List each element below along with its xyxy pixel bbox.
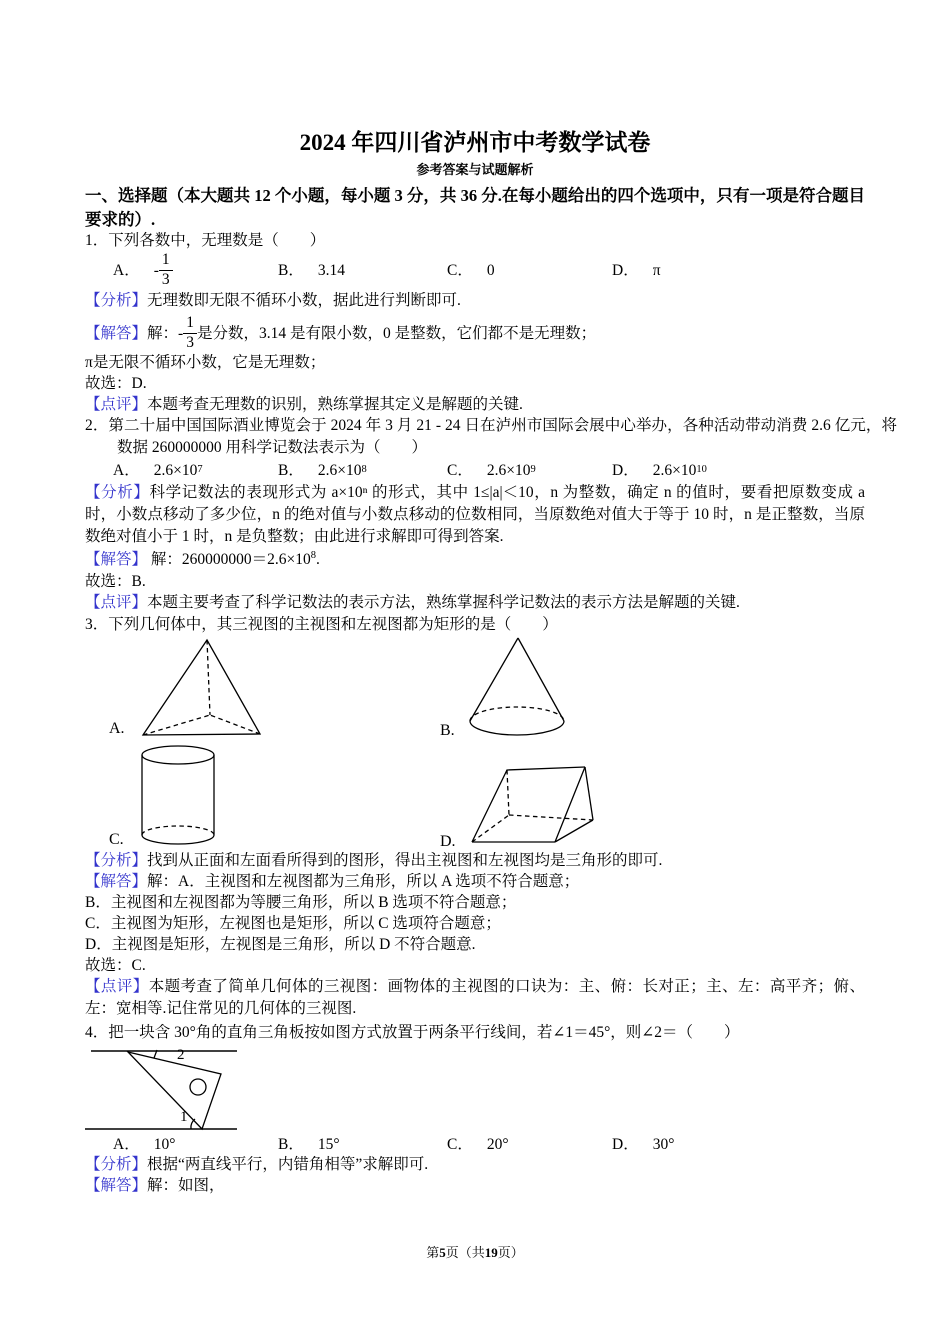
q1-choose: 故选：D. — [85, 375, 147, 392]
q4-answer: 【解答】解：如图， — [85, 1177, 225, 1194]
q2-option-a: A． 2.6×10 7 — [113, 461, 203, 479]
q3-figure-a-label: A. — [109, 720, 125, 737]
q3-figure-row-2 — [85, 743, 865, 850]
answer-label: 【解答】 — [85, 324, 148, 342]
q4-option-d: D． 30° — [612, 1135, 675, 1153]
q1-option-a-fraction: $\frac{1}{3}$ — [159, 252, 173, 288]
q2-choose: 故选：B. — [85, 573, 146, 590]
q3-comment: 【点评】本题考查了简单几何体的三视图：画物体的主视图的口诀为：主、俯：长对正；主、左：高平齐；俯、左：宽相等.记住常见的几何体的三视图. — [85, 978, 865, 1017]
q2-option-c: C． 2.6×10 9 — [447, 461, 536, 479]
q1-option-a-minus: - — [153, 261, 159, 279]
q1-option-d: D． π — [612, 261, 661, 279]
q1-question: 1．下列各数中，无理数是（ ） — [85, 232, 326, 249]
q3-figure-row-1 — [85, 636, 865, 742]
q1-option-a — [113, 252, 278, 288]
cone-figure — [435, 636, 635, 742]
q1-answer: 【解答】 解：- $\frac{1}{3}$ 是分数，3.14 是有限小数，0 是整数，它们都不是无理数； — [85, 314, 597, 351]
page-subtitle: 参考答案与试题解析 — [416, 162, 534, 177]
q4-angle-1-label: 1 — [180, 1109, 188, 1125]
q4-option-c: C． 20° — [447, 1135, 509, 1153]
q3-figure-d-label: D. — [440, 833, 456, 850]
q1-option-c: C． 0 — [447, 261, 495, 279]
comment-label: 【点评】 — [85, 396, 148, 413]
q3-figure-b-label: B. — [440, 722, 455, 739]
triangle-parallel-lines-figure — [85, 1045, 255, 1135]
q4-option-a: A． 10° — [113, 1135, 176, 1153]
q3-analysis: 【分析】找到从正面和左面看所得到的图形，得出主视图和左视图均是三角形的即可. — [85, 852, 663, 869]
q3-question: 3．下列几何体中，其三视图的主视图和左视图都为矩形的是（ ） — [85, 616, 558, 633]
q3-answer-d: D．主视图是矩形，左视图是三角形，所以 D 不符合题意. — [85, 936, 476, 953]
q4-analysis: 【分析】根据“两直线平行，内错角相等”求解即可. — [85, 1156, 429, 1173]
footer-page-number: 5 — [439, 1245, 446, 1260]
q2-answer: 【解答】 解：$260000000=2.6\times 10^8$. — [85, 549, 320, 568]
q3-answer-c: C．主视图为矩形，左视图也是矩形，所以 C 选项符合题意； — [85, 915, 501, 932]
analysis-label: 【分析】 — [85, 292, 148, 309]
footer-total-pages: 19 — [484, 1245, 498, 1260]
q2-analysis: 【分析】科学记数法的表现形式为 a×10ⁿ 的形式，其中 1≤|a|＜10，n 为整数，确定 n 的值时，要看把原数变成 a 时，小数点移动了多少位，n 的绝对值与小数点移动的位数相同，当原数绝对值大于等于 10 时，n 是正整数，当原数绝对值小于 1 时，n 是负整数；由此进行求解即可得到答案. — [85, 484, 865, 545]
q4-option-b: B． 15° — [278, 1135, 340, 1153]
q4-question: 4．把一块含 30°角的直角三角板按如图方式放置于两条平行线间，若∠1＝45°，则∠2＝（ ） — [85, 1024, 740, 1041]
q1-comment: 【点评】本题考查无理数的识别，熟练掌握其定义是解题的关键. — [85, 396, 523, 413]
q2-question: 2．第二十届中国国际酒业博览会于 2024 年 3 月 21 - 24 日在泸州市国际会展中心举办，各种活动带动消费 2.6 亿元，将数据 260000000 用科学记数法表示为（ ） — [85, 417, 897, 456]
q2-option-d: D． 2.6×10 10 — [612, 461, 707, 479]
q2-comment: 【点评】本题主要考查了科学记数法的表示方法，熟练掌握科学记数法的表示方法是解题的关键. — [85, 594, 740, 611]
triangular-prism-figure — [435, 743, 655, 850]
q3-answer-b: B．主视图和左视图都为等腰三角形，所以 B 选项不符合题意； — [85, 894, 517, 911]
q1-answer-fraction: $\frac{1}{3}$ — [183, 315, 197, 351]
q1-option-a-letter: A． — [113, 261, 140, 279]
section-heading: 一、选择题（本大题共 12 个小题，每小题 3 分，共 36 分.在每小题给出的四个选项中，只有一项是符合题目要求的）. — [85, 186, 865, 229]
q3-choose: 故选：C. — [85, 957, 146, 974]
q1-option-b: B． 3.14 — [278, 261, 345, 279]
q2-option-b: B． 2.6×10 8 — [278, 461, 367, 479]
q4-angle-2-label: 2 — [177, 1047, 185, 1063]
q4-figure — [85, 1045, 255, 1135]
q3-answer-a: 【解答】解：A．主视图和左视图都为三角形，所以 A 选项不符合题意； — [85, 873, 580, 890]
q3-figure-c-label: C. — [109, 831, 124, 848]
q1-answer-line2: π是无限不循环小数，它是无理数； — [85, 354, 326, 371]
page-footer: 第5页（共19页） — [426, 1245, 524, 1260]
page-title: 2024 年四川省泸州市中考数学试卷 — [299, 130, 651, 155]
q2-options — [85, 457, 893, 483]
q1-analysis: 【分析】无理数即无限不循环小数，据此进行判断即可. — [85, 292, 461, 309]
q1-options — [85, 249, 893, 291]
